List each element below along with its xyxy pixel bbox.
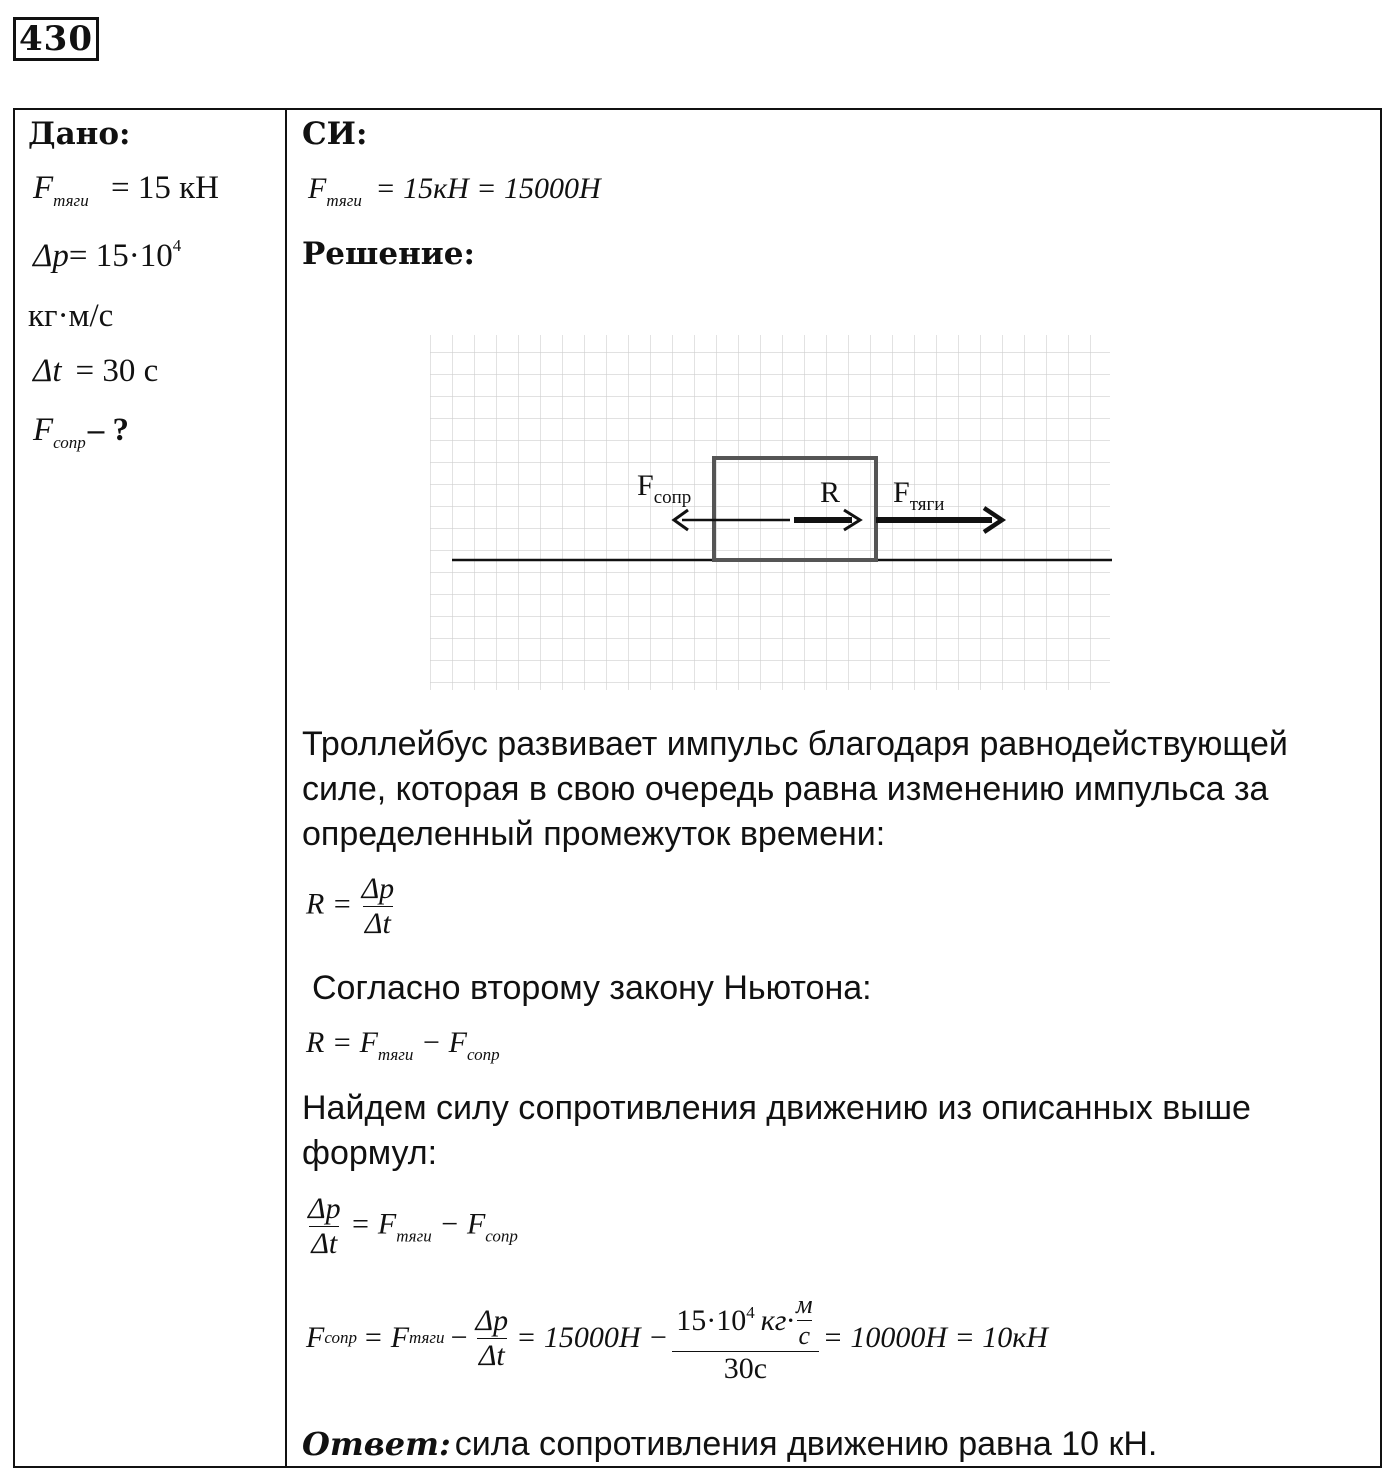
given-momentum-unit: кг·м/с (28, 298, 114, 334)
formula-r-forces: $R = F_{тяги} - F_{сопр}$ (306, 1026, 500, 1064)
formula-r-impulse: R = $\frac{\Delta p}{\Delta t}$ (306, 872, 395, 940)
formula-final: F сопр = F тяги − $\frac{\Delta p}{\Delta t}$ = 15000Н − 15·10 4 кг· $\frac{м}{с}$ 30с = 10000Н = 10кН (306, 1290, 1048, 1385)
column-divider (285, 108, 287, 1468)
label-resist: $F_{сопр}$ (637, 469, 692, 508)
given-momentum: $\Delta p= 15\cdot 10^4$ (33, 236, 182, 274)
si-header: СИ: (302, 116, 368, 152)
answer-text: сила сопротивления движению равна 10 кН. (454, 1425, 1158, 1463)
grid-paper (430, 335, 1110, 690)
given-find: $F_{сопр}-$ ? (33, 412, 130, 452)
given-time: Δt = 30 с (33, 353, 159, 389)
si-thrust: $F_{тяги} = 15кН = 15000Н$ (308, 172, 601, 210)
given-thrust: $F_{тяги} = 15$ кН (33, 170, 219, 210)
newton-law-text: Согласно второму закону Ньютона: (312, 969, 872, 1007)
answer-line (302, 1422, 1157, 1467)
formula-combined: $\frac{\Delta p}{\Delta t}$ = $F_{тяги} - F_{сопр}$ (308, 1192, 518, 1260)
answer-label: Ответ: (302, 1425, 451, 1463)
label-thrust: $F_{тяги}$ (893, 476, 945, 515)
force-diagram (430, 330, 1120, 705)
paragraph-find-resist: Найдем силу сопротивления движению из описанных выше формул: (302, 1089, 1251, 1172)
label-r: R (820, 476, 841, 509)
given-header: Дано: (28, 116, 131, 152)
paragraph-resultant: Троллейбус развивает импульс благодаря равнодействующей силе, которая в свою очередь равна изменению импульса за определенный промежуток времени: (302, 725, 1288, 853)
solution-header: Решение: (302, 236, 475, 272)
task-number: 430 (13, 17, 99, 61)
